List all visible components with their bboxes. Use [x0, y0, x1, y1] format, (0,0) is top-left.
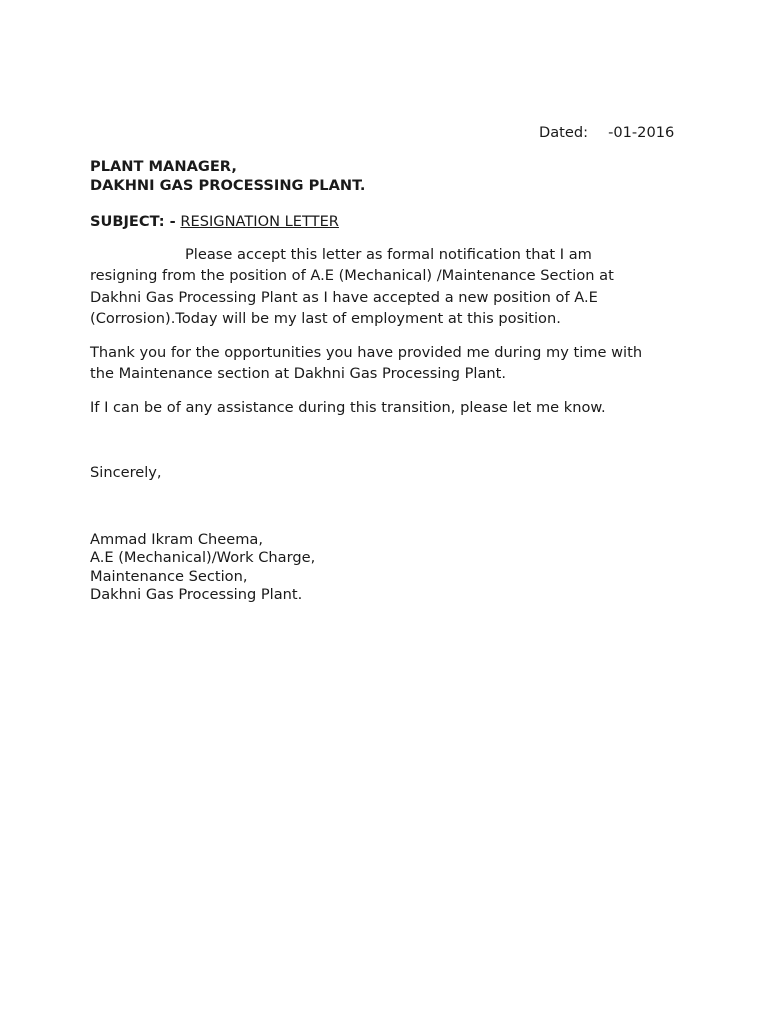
paragraph-line: If I can be of any assistance during this transition, please let me know. — [90, 399, 606, 416]
signature-block — [90, 531, 315, 604]
body-paragraph-2 — [90, 342, 690, 385]
subject-value: RESIGNATION LETTER — [180, 213, 339, 230]
signature-section: Maintenance Section, — [90, 567, 248, 585]
body-paragraph-1 — [90, 244, 690, 329]
subject-line — [90, 213, 339, 231]
body-paragraph-3 — [90, 397, 690, 418]
paragraph-line: resigning from the position of A.E (Mechanical) /Maintenance Section at — [90, 267, 614, 285]
closing: Sincerely, — [90, 464, 162, 481]
signature-plant: Dakhni Gas Processing Plant. — [90, 585, 303, 603]
date-line — [539, 124, 674, 142]
subject-label: SUBJECT: - — [90, 213, 176, 230]
date-label: Dated: — [539, 124, 589, 141]
recipient-title: PLANT MANAGER, — [90, 158, 237, 175]
paragraph-line: (Corrosion).Today will be my last of employment at this position. — [90, 309, 561, 327]
paragraph-line-text: Please accept this letter as formal notification that I am — [185, 246, 592, 263]
recipient-organization: DAKHNI GAS PROCESSING PLANT. — [90, 176, 366, 194]
date-value: -01-2016 — [608, 124, 675, 141]
paragraph-line: the Maintenance section at Dakhni Gas Processing Plant. — [90, 365, 507, 383]
recipient-block — [90, 158, 365, 195]
paragraph-line: Thank you for the opportunities you have provided me during my time with — [90, 344, 643, 361]
paragraph-line — [90, 244, 690, 265]
paragraph-line: Dakhni Gas Processing Plant as I have accepted a new position of A.E — [90, 288, 598, 306]
signature-name: Ammad Ikram Cheema, — [90, 531, 264, 548]
signature-designation: A.E (Mechanical)/Work Charge, — [90, 549, 316, 567]
